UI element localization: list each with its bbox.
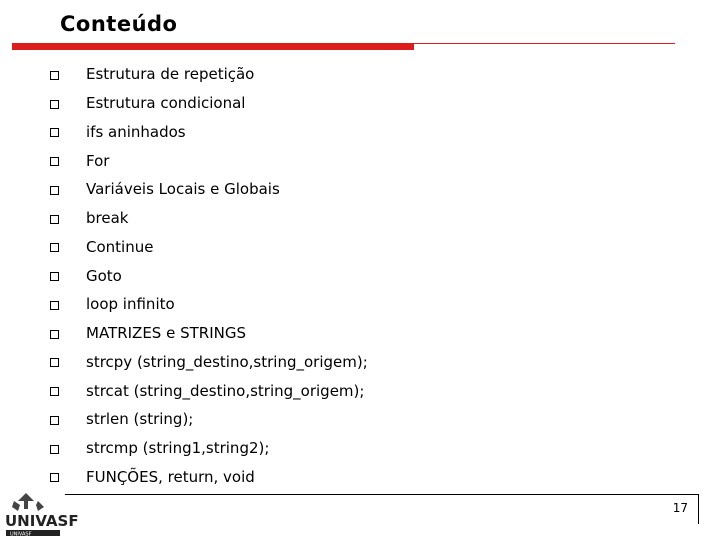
bullet-text: Variáveis Locais e Globais xyxy=(86,180,280,199)
bullet-text: For xyxy=(86,151,110,170)
square-bullet-icon xyxy=(50,186,59,195)
svg-text:UNIVASF: UNIVASF xyxy=(5,512,79,530)
square-bullet-icon xyxy=(50,272,59,281)
bullet-item xyxy=(50,60,368,89)
slide-title: Conteúdo xyxy=(60,12,178,36)
square-bullet-icon xyxy=(50,387,59,396)
bullet-text: strcpy (string_destino,string_origem); xyxy=(86,352,368,371)
bullet-item xyxy=(50,175,368,204)
bullet-item xyxy=(50,376,368,405)
title-underline-thin xyxy=(414,43,675,44)
bullet-item xyxy=(50,348,368,377)
bullet-item xyxy=(50,261,368,290)
square-bullet-icon xyxy=(50,301,59,310)
bullet-text: loop infinito xyxy=(86,295,175,314)
square-bullet-icon xyxy=(50,473,59,482)
bullet-text: ifs aninhados xyxy=(86,122,186,141)
bullet-text: FUNÇÕES, return, void xyxy=(86,467,255,486)
square-bullet-icon xyxy=(50,243,59,252)
bullet-text: Continue xyxy=(86,237,154,256)
square-bullet-icon xyxy=(50,71,59,80)
footer-frame xyxy=(65,494,699,524)
title-underline-accent xyxy=(12,43,414,50)
square-bullet-icon xyxy=(50,416,59,425)
bullet-item xyxy=(50,290,368,319)
square-bullet-icon xyxy=(50,100,59,109)
bullet-item xyxy=(50,89,368,118)
title-underline xyxy=(12,43,675,51)
bullet-item xyxy=(50,204,368,233)
square-bullet-icon xyxy=(50,215,59,224)
content-bullet-list xyxy=(50,60,368,491)
bullet-text: Estrutura condicional xyxy=(86,94,246,113)
bullet-text: strcmp (string1,string2); xyxy=(86,439,270,458)
svg-text:UNIVASF: UNIVASF xyxy=(10,531,32,538)
bullet-item xyxy=(50,434,368,463)
bullet-item xyxy=(50,319,368,348)
bullet-item xyxy=(50,463,368,492)
square-bullet-icon xyxy=(50,330,59,339)
square-bullet-icon xyxy=(50,128,59,137)
bullet-item xyxy=(50,233,368,262)
bullet-text: Goto xyxy=(86,266,122,285)
square-bullet-icon xyxy=(50,358,59,367)
univasf-logo-icon xyxy=(4,491,79,538)
bullet-item xyxy=(50,146,368,175)
bullet-item xyxy=(50,118,368,147)
bullet-text: Estrutura de repetição xyxy=(86,65,255,84)
bullet-text: MATRIZES e STRINGS xyxy=(86,324,246,343)
page-number: 17 xyxy=(672,501,688,515)
bullet-text: strlen (string); xyxy=(86,410,194,429)
bullet-text: strcat (string_destino,string_origem); xyxy=(86,381,365,400)
bullet-item xyxy=(50,405,368,434)
square-bullet-icon xyxy=(50,445,59,454)
bullet-text: break xyxy=(86,209,129,228)
square-bullet-icon xyxy=(50,157,59,166)
logo-graphic xyxy=(4,491,79,538)
